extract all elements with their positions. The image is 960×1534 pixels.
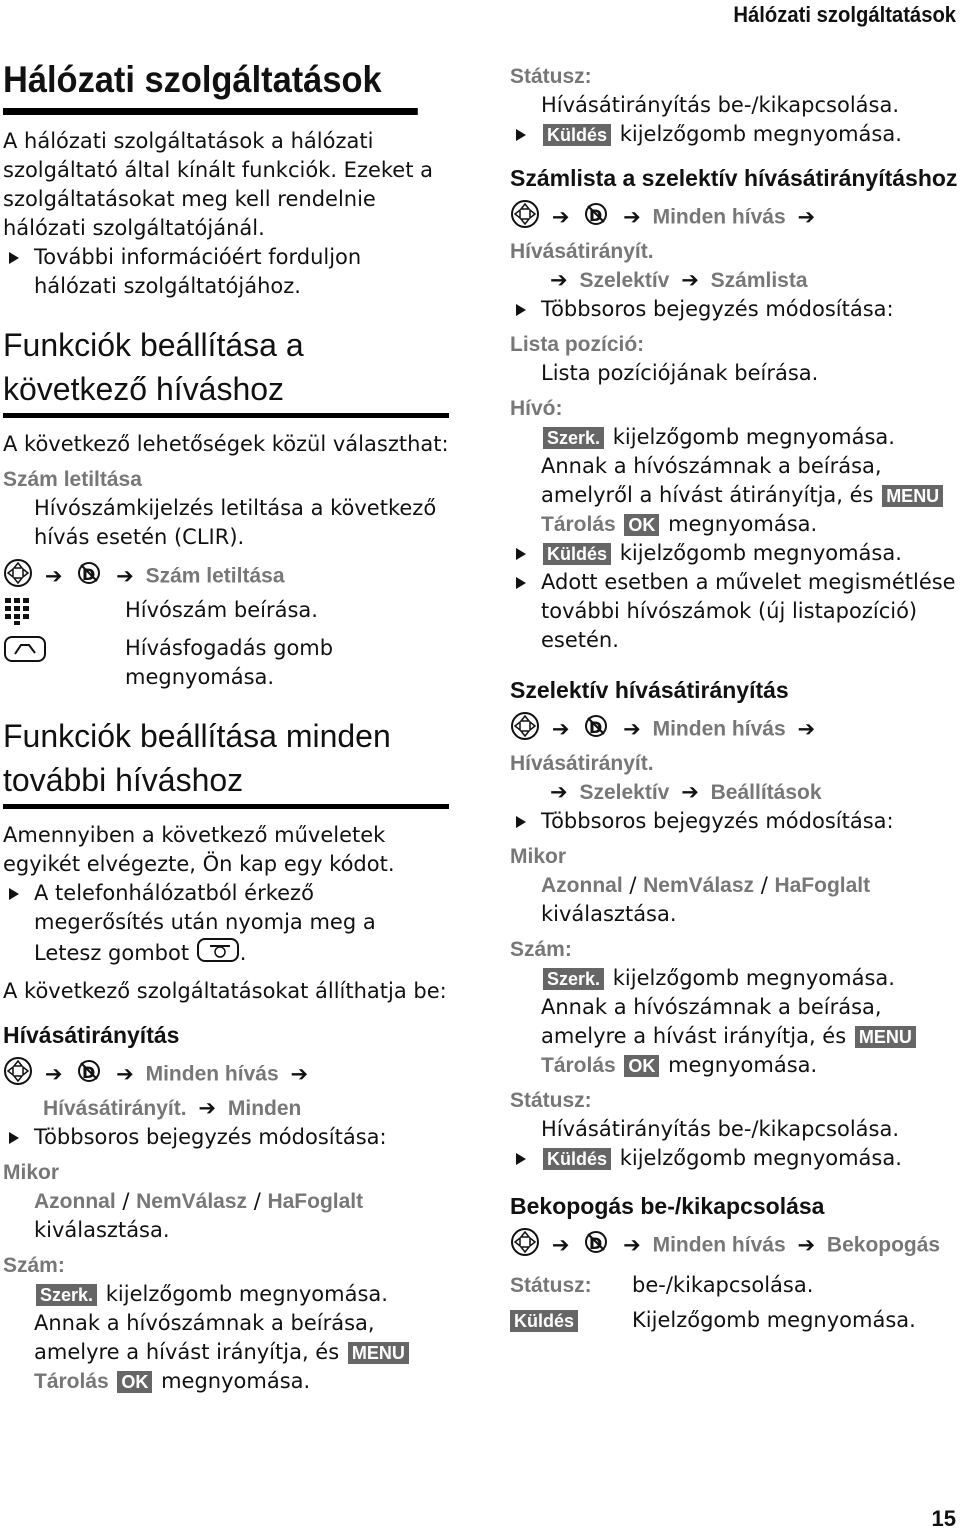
ok-softkey: OK [624,1055,659,1077]
status-label: Státusz: [510,65,592,88]
send-softkey: Küldés [510,1310,578,1332]
arrow-icon: ➔ [198,1096,217,1120]
list-bullet: Többsoros bejegyzés módosítása: [510,295,958,324]
arrow-icon: ➔ [623,1232,641,1257]
edit-softkey: Szerk. [543,968,604,990]
running-header: Hálózati szolgáltatások [733,2,956,27]
menu-item-block-number: Szám letiltása [145,564,285,588]
selective-bullet: Többsoros bejegyzés módosítása: [510,807,958,836]
menu-path-cont [544,778,958,807]
number-instructions: Szerk. kijelzőgomb megnyomása. Annak a hívószámnak a beírása, amelyre a hívást irányítja, és MENU Tárolás OK megnyomása. [34,1280,449,1396]
all-calls-intro: Amennyiben a következő műveletek egyikét elvégezte, Ön kap egy kódot. [3,823,395,876]
list-heading: Számlista a szelektív hívásátirányításhoz [510,165,958,191]
list-position-text: Lista pozíciójának beírása. [541,361,819,385]
nav-key-icon [510,711,540,749]
option-busy: HaFoglalt [774,874,871,897]
right-column [510,62,958,1335]
arrow-icon: ➔ [551,716,570,741]
arrow-icon: ➔ [551,1232,570,1257]
svg-text:D: D [82,1063,96,1082]
arrow-icon: ➔ [797,204,816,229]
arrow-icon: ➔ [623,204,641,229]
nav-key-icon [510,1227,540,1265]
nav-key-icon [3,1056,33,1094]
network-services-icon [581,199,611,237]
option-no-answer: NemVálasz [136,1190,248,1213]
menu-item-settings: Beállítások [710,781,822,804]
arrow-icon: ➔ [551,204,570,229]
save-option: Tárolás [541,513,616,536]
when-label: Mikor [510,845,567,868]
call-waiting-heading: Bekopogás be-/kikapcsolása [510,1193,825,1219]
all-calls-heading: Funkciók beállítása minden további híváshoz [3,714,449,809]
menu-item-all-calls: Minden hívás [145,1062,279,1086]
page-number: 15 [931,1506,956,1531]
option-immediately: Azonnal [34,1190,116,1213]
menu-item-all-calls: Minden hívás [652,1233,786,1257]
svg-text:D: D [82,565,96,584]
arrow-icon: ➔ [44,1061,63,1086]
block-number-desc: Hívószámkijelzés letiltása a következő hívás esetén (CLIR). [34,496,437,549]
step-row [3,634,449,692]
arrow-icon: ➔ [797,1232,816,1257]
edit-softkey: Szerk. [543,427,604,449]
menu-item-call-waiting: Bekopogás [826,1233,941,1257]
services-intro: A következő szolgáltatásokat állíthatja be: [3,979,447,1003]
arrow-icon: ➔ [681,268,699,292]
selective-heading: Szelektív hívásátirányítás [510,677,789,703]
page-title: Hálózati szolgáltatások [3,58,418,115]
ok-softkey: OK [117,1371,152,1393]
menu-item-all-calls: Minden hívás [652,717,786,741]
menu-softkey: MENU [855,1026,916,1048]
intro-text: A hálózati szolgáltatások a hálózati szolgáltató által kínált funkciók. Ezeket a szolgáltatásokat meg kell rendelnie hálózati szolgáltatójánál. [3,129,434,240]
send-bullet: Küldés kijelzőgomb megnyomása. [510,120,958,149]
step-press-talk: Hívásfogadás gomb megnyomása. [125,636,334,689]
when-options: Azonnal / NemVálasz / HaFoglalt kiválasztása. [34,1189,364,1242]
arrow-icon: ➔ [681,780,699,804]
menu-softkey: MENU [348,1342,409,1364]
menu-path [510,711,958,778]
status-text: be-/kikapcsolása. [632,1273,814,1297]
arrow-icon: ➔ [623,716,641,741]
menu-item-selective: Szelektív [579,269,670,292]
talk-key-icon [3,634,47,672]
menu-item-all: Minden [227,1097,302,1120]
list-position-label: Lista pozíció: [510,333,645,356]
option-immediately: Azonnal [541,874,623,897]
step-row [3,596,449,634]
when-label: Mikor [3,1161,60,1184]
end-call-key-icon [196,937,240,971]
menu-item-forwarding: Hívásátirányít. [510,752,654,775]
svg-text:D: D [589,718,603,737]
block-number-label: Szám letiltása [3,468,142,491]
arrow-icon: ➔ [797,716,816,741]
arrow-icon: ➔ [550,268,568,292]
menu-path-cont [43,1094,449,1123]
svg-text:D: D [589,206,603,225]
arrow-icon: ➔ [290,1061,309,1086]
menu-path [3,1056,449,1094]
all-calls-bullet: A telefonhálózatból érkező megerősítés után nyomja meg a Letesz gombot . [3,879,449,971]
send-bullet: Küldés kijelzőgomb megnyomása. [510,539,958,568]
caller-label: Hívó: [510,397,563,420]
number-label: Szám: [3,1254,65,1277]
menu-item-all-calls: Minden hívás [652,205,786,229]
next-call-intro: A következő lehetőségek közül választhat: [3,432,449,456]
send-text: Kijelzőgomb megnyomása. [632,1308,916,1332]
menu-path [510,199,958,266]
option-no-answer: NemVálasz [643,874,755,897]
keypad-icon [3,596,37,634]
menu-item-forwarding: Hívásátirányít. [43,1097,187,1120]
number-label: Szám: [510,938,572,961]
send-softkey: Küldés [543,1148,611,1170]
arrow-icon: ➔ [550,780,568,804]
network-services-icon [74,558,104,596]
forwarding-heading: Hívásátirányítás [3,1022,180,1048]
intro-bullet: További információért forduljon hálózati szolgáltatójához. [3,243,449,301]
caller-instructions: Szerk. kijelzőgomb megnyomása. Annak a hívószámnak a beírása, amelyről a hívást átirányítja, és MENU Tárolás OK megnyomása. [541,423,958,539]
ok-softkey: OK [624,514,659,536]
menu-path [510,1227,958,1265]
network-services-icon [74,1056,104,1094]
status-row [510,1271,958,1300]
step-enter-number: Hívószám beírása. [125,598,318,622]
when-options: Azonnal / NemVálasz / HaFoglalt kiválasztása. [541,873,871,926]
forwarding-bullet: Többsoros bejegyzés módosítása: [3,1123,449,1152]
send-softkey: Küldés [543,543,611,565]
edit-softkey: Szerk. [36,1284,97,1306]
status-label: Státusz: [510,1089,592,1112]
save-option: Tárolás [34,1370,109,1393]
arrow-icon: ➔ [116,1061,134,1086]
network-services-icon [581,1227,611,1265]
menu-softkey: MENU [882,485,943,507]
next-call-heading: Funkciók beállítása a következő híváshoz [3,323,449,418]
network-services-icon [581,711,611,749]
left-column [3,58,449,1396]
status-label: Státusz: [510,1274,592,1297]
option-busy: HaFoglalt [267,1190,364,1213]
status-text: Hívásátirányítás be-/kikapcsolása. [541,93,900,117]
status-text: Hívásátirányítás be-/kikapcsolása. [541,1117,900,1141]
repeat-bullet: Adott esetben a művelet megismétlése további hívószámok (új listapozíció) esetén. [510,568,958,655]
nav-key-icon [3,558,33,596]
menu-item-number-list: Számlista [710,269,808,292]
menu-path [3,558,449,596]
nav-key-icon [510,199,540,237]
svg-text:D: D [589,1234,603,1253]
menu-item-selective: Szelektív [579,781,670,804]
menu-path-cont [544,266,958,295]
send-softkey: Küldés [543,124,611,146]
send-bullet: Küldés kijelzőgomb megnyomása. [510,1144,958,1173]
arrow-icon: ➔ [116,563,134,588]
save-option: Tárolás [541,1054,616,1077]
number-instructions: Szerk. kijelzőgomb megnyomása. Annak a hívószámnak a beírása, amelyre a hívást irányítja, és MENU Tárolás OK megnyomása. [541,964,958,1080]
send-row [510,1306,958,1335]
menu-item-forwarding: Hívásátirányít. [510,240,654,263]
arrow-icon: ➔ [44,563,63,588]
